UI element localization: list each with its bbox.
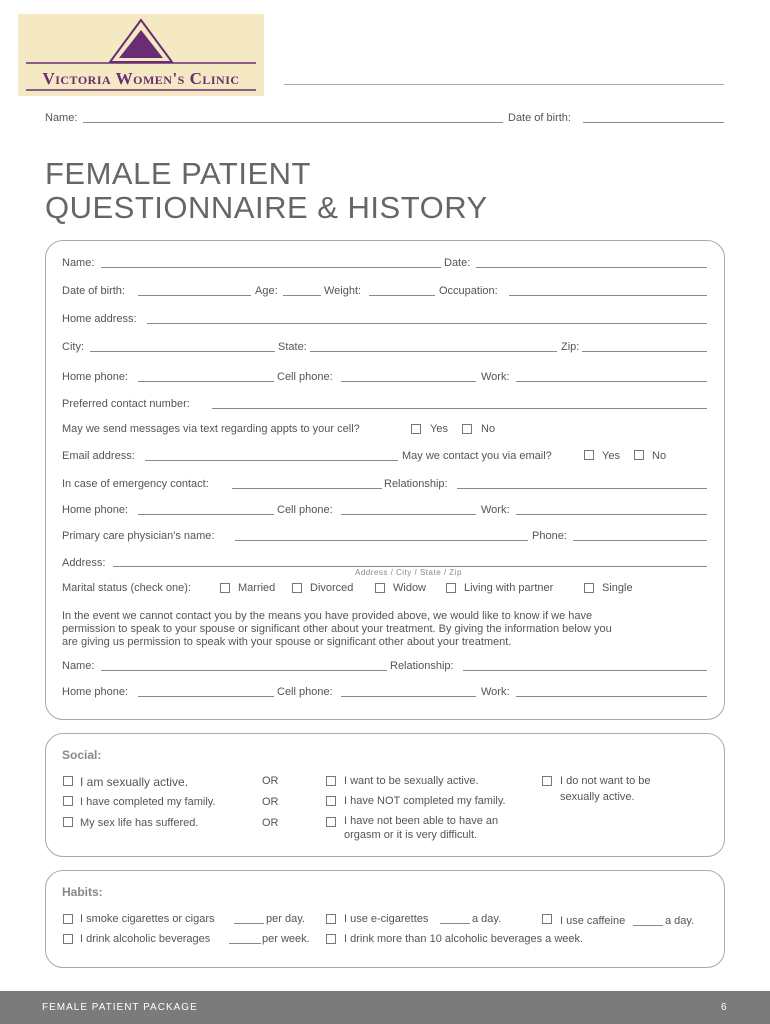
page-title-line2: QUESTIONNAIRE & HISTORY [45,190,488,225]
dob-field[interactable] [138,295,251,296]
social-or-3: OR [262,817,279,829]
completed-family-label: I have completed my family. [80,796,216,808]
name-field[interactable] [101,267,441,268]
header-name-label: Name: [45,112,78,124]
weight-label: Weight: [324,285,362,297]
consent-text-line3: are giving us permission to speak with your spouse or significant other about your treatment. [62,636,512,648]
spouse-work-label: Work: [481,686,510,698]
text-no-label: No [481,423,496,435]
spouse-cell-phone-label: Cell phone: [277,686,333,698]
orgasm-difficult-label-2: orgasm or it is very difficult. [344,829,478,841]
emergency-home-phone-label: Home phone: [62,504,129,516]
caffeine-checkbox[interactable] [542,914,552,924]
habits-heading: Habits: [62,885,103,899]
zip-field[interactable] [582,351,707,352]
home-address-label: Home address: [62,313,137,325]
spouse-home-phone-label: Home phone: [62,686,129,698]
emergency-home-phone-field[interactable] [138,514,274,515]
weight-field[interactable] [369,295,435,296]
text-yes-label: Yes [430,423,448,435]
spouse-relationship-field[interactable] [463,670,707,671]
date-field[interactable] [476,267,707,268]
want-sexually-active-label: I want to be sexually active. [344,775,479,787]
spouse-work-field[interactable] [516,696,707,697]
text-question-label: May we send messages via text regarding appts to your cell? [62,423,360,435]
emergency-relationship-field[interactable] [457,488,707,489]
page-title-line1: FEMALE PATIENT [45,156,311,191]
home-phone-label: Home phone: [62,371,129,383]
drink-more-label: I drink more than 10 alcoholic beverages a week. [344,933,584,945]
caffeine-a-day-label: a day. [665,915,695,927]
physician-address-field[interactable] [113,566,707,567]
city-label: City: [62,341,84,353]
clinic-logo [18,14,264,96]
home-phone-field[interactable] [138,381,274,382]
consent-text-line1: In the event we cannot contact you by the means you have provided above, we would like to know if we have [62,610,593,622]
physician-label: Primary care physician's name: [62,530,215,542]
marital-divorced-label: Divorced [310,582,354,594]
smoke-amount-field[interactable] [234,923,264,924]
emergency-cell-phone-field[interactable] [341,514,476,515]
drink-checkbox[interactable] [63,934,73,944]
smoke-label: I smoke cigarettes or cigars [80,913,215,925]
spouse-cell-phone-field[interactable] [341,696,476,697]
age-field[interactable] [283,295,321,296]
sex-life-suffered-label: My sex life has suffered. [80,817,199,829]
marital-living-partner-label: Living with partner [464,582,554,594]
drink-amount-field[interactable] [229,943,261,944]
marital-status-label: Marital status (check one): [62,582,191,594]
name-label: Name: [62,257,95,269]
spouse-name-field[interactable] [101,670,387,671]
drink-per-week-label: per week. [262,933,310,945]
emergency-relationship-label: Relationship: [384,478,448,490]
spouse-name-label: Name: [62,660,95,672]
smoke-checkbox[interactable] [63,914,73,924]
text-no-checkbox[interactable] [462,424,472,434]
work-field[interactable] [516,381,707,382]
state-label: State: [278,341,307,353]
orgasm-difficult-label-1: I have not been able to have an [344,815,499,827]
physician-phone-field[interactable] [573,540,707,541]
zip-label: Zip: [561,341,580,353]
physician-phone-label: Phone: [532,530,567,542]
marital-divorced-checkbox[interactable] [292,583,302,593]
orgasm-difficult-checkbox[interactable] [326,817,336,827]
sexually-active-checkbox[interactable] [63,776,73,786]
marital-widow-checkbox[interactable] [375,583,385,593]
email-yes-checkbox[interactable] [584,450,594,460]
city-field[interactable] [90,351,275,352]
not-want-sexually-active-label-2: sexually active. [560,791,635,803]
dob-label: Date of birth: [62,285,125,297]
ecig-amount-field[interactable] [440,923,470,924]
preferred-contact-label: Preferred contact number: [62,398,190,410]
preferred-contact-field[interactable] [212,408,707,409]
occupation-field[interactable] [509,295,707,296]
drink-more-checkbox[interactable] [326,934,336,944]
marital-living-partner-checkbox[interactable] [446,583,456,593]
header-dob-label: Date of birth: [508,112,571,124]
drink-label: I drink alcoholic beverages [80,933,211,945]
text-yes-checkbox[interactable] [411,424,421,434]
physician-address-label: Address: [62,557,106,569]
emergency-contact-field[interactable] [232,488,382,489]
want-sexually-active-checkbox[interactable] [326,776,336,786]
email-question-label: May we contact you via email? [402,450,552,462]
page-number: 6 [721,1002,727,1013]
email-label: Email address: [62,450,135,462]
footer-title: FEMALE PATIENT PACKAGE [42,1002,198,1013]
completed-family-checkbox[interactable] [63,796,73,806]
date-label: Date: [444,257,471,269]
consent-text-line2: permission to speak to your spouse or significant other about your treatment. By giving the information below you [62,623,612,635]
marital-single-checkbox[interactable] [584,583,594,593]
email-no-checkbox[interactable] [634,450,644,460]
work-label: Work: [481,371,510,383]
ecig-label: I use e-cigarettes [344,913,429,925]
marital-married-label: Married [238,582,276,594]
not-completed-family-checkbox[interactable] [326,796,336,806]
marital-widow-label: Widow [393,582,427,594]
spouse-relationship-label: Relationship: [390,660,454,672]
state-field[interactable] [310,351,557,352]
logo-text: Victoria Women's Clinic [42,69,240,88]
social-heading: Social: [62,748,102,762]
marital-married-checkbox[interactable] [220,583,230,593]
sexually-active-label: I am sexually active. [80,775,189,789]
header-line [284,84,724,85]
occupation-label: Occupation: [439,285,498,297]
not-want-sexually-active-label-1: I do not want to be [560,775,651,787]
cell-phone-field[interactable] [341,381,476,382]
email-yes-label: Yes [602,450,620,462]
age-label: Age: [255,285,278,297]
emergency-contact-label: In case of emergency contact: [62,478,209,490]
emergency-work-label: Work: [481,504,510,516]
not-completed-family-label: I have NOT completed my family. [344,795,506,807]
physician-field[interactable] [235,540,528,541]
ecig-a-day-label: a day. [472,913,502,925]
spouse-home-phone-field[interactable] [138,696,274,697]
smoke-per-day-label: per day. [266,913,305,925]
email-field[interactable] [145,460,398,461]
sex-life-suffered-checkbox[interactable] [63,817,73,827]
caffeine-label: I use caffeine [560,915,626,927]
marital-single-label: Single [602,582,633,594]
email-no-label: No [652,450,667,462]
ecig-checkbox[interactable] [326,914,336,924]
emergency-cell-phone-label: Cell phone: [277,504,333,516]
address-hint: Address / City / State / Zip [355,568,462,577]
home-address-field[interactable] [147,323,707,324]
cell-phone-label: Cell phone: [277,371,333,383]
header-name-field[interactable] [83,122,503,123]
not-want-sexually-active-checkbox[interactable] [542,776,552,786]
header-dob-field[interactable] [583,122,724,123]
emergency-work-field[interactable] [516,514,707,515]
social-or-1: OR [262,775,279,787]
caffeine-amount-field[interactable] [633,925,663,926]
social-or-2: OR [262,796,279,808]
